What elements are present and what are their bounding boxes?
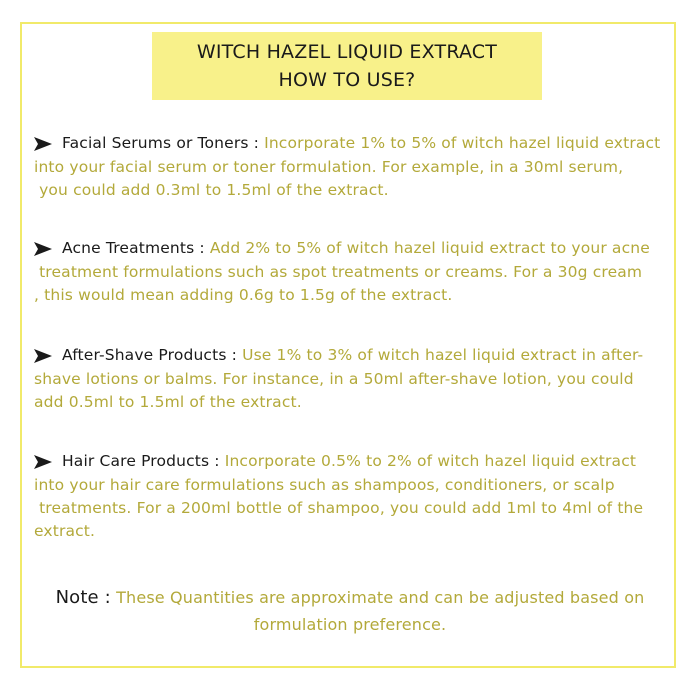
usage-item-title: Acne Treatments : (62, 239, 205, 257)
usage-item-title: After-Shave Products : (62, 346, 237, 364)
usage-item-text: Use 1% to 3% of witch hazel liquid extract in after- (242, 346, 644, 364)
usage-item-text: you could add 0.3ml to 1.5ml of the extract. (34, 181, 389, 199)
usage-item-text: shave lotions or balms. For instance, in a 50ml after-shave lotion, you could (34, 370, 634, 388)
usage-item-title: Hair Care Products : (62, 452, 220, 470)
note-text: These Quantities are approximate and can be adjusted based on (116, 588, 645, 607)
usage-item-acne-treatments (34, 237, 674, 307)
usage-item-text: into your facial serum or toner formulation. For example, in a 30ml serum, (34, 158, 624, 176)
usage-item-text: add 0.5ml to 1.5ml of the extract. (34, 393, 302, 411)
arrow-right-icon (34, 132, 62, 156)
usage-item-text: into your hair care formulations such as shampoos, conditioners, or scalp (34, 476, 615, 494)
usage-item-hair-care (34, 450, 674, 543)
title-banner (152, 32, 542, 100)
usage-item-text: treatment formulations such as spot treatments or creams. For a 30g cream (34, 263, 643, 281)
usage-item-text: , this would mean adding 0.6g to 1.5g of the extract. (34, 286, 453, 304)
usage-item-text: treatments. For a 200ml bottle of shampoo, you could add 1ml to 4ml of the (34, 499, 644, 517)
usage-item-text: Incorporate 1% to 5% of witch hazel liquid extract (264, 134, 661, 152)
arrow-right-icon (34, 237, 62, 261)
usage-item-facial-serums (34, 132, 674, 202)
usage-item-text: Incorporate 0.5% to 2% of witch hazel liquid extract (224, 452, 637, 470)
usage-item-text: Add 2% to 5% of witch hazel liquid extract to your acne (209, 239, 650, 257)
note-label: Note : (55, 587, 111, 608)
arrow-right-icon (34, 450, 62, 474)
page-title: WITCH HAZEL LIQUID EXTRACT (196, 41, 498, 63)
usage-item-title: Facial Serums or Toners : (62, 134, 260, 152)
note-block (20, 584, 680, 638)
usage-item-after-shave (34, 344, 674, 414)
page-subtitle: HOW TO USE? (278, 69, 416, 91)
arrow-right-icon (34, 344, 62, 368)
usage-item-text: extract. (34, 522, 96, 540)
note-text: formulation preference. (253, 615, 447, 634)
